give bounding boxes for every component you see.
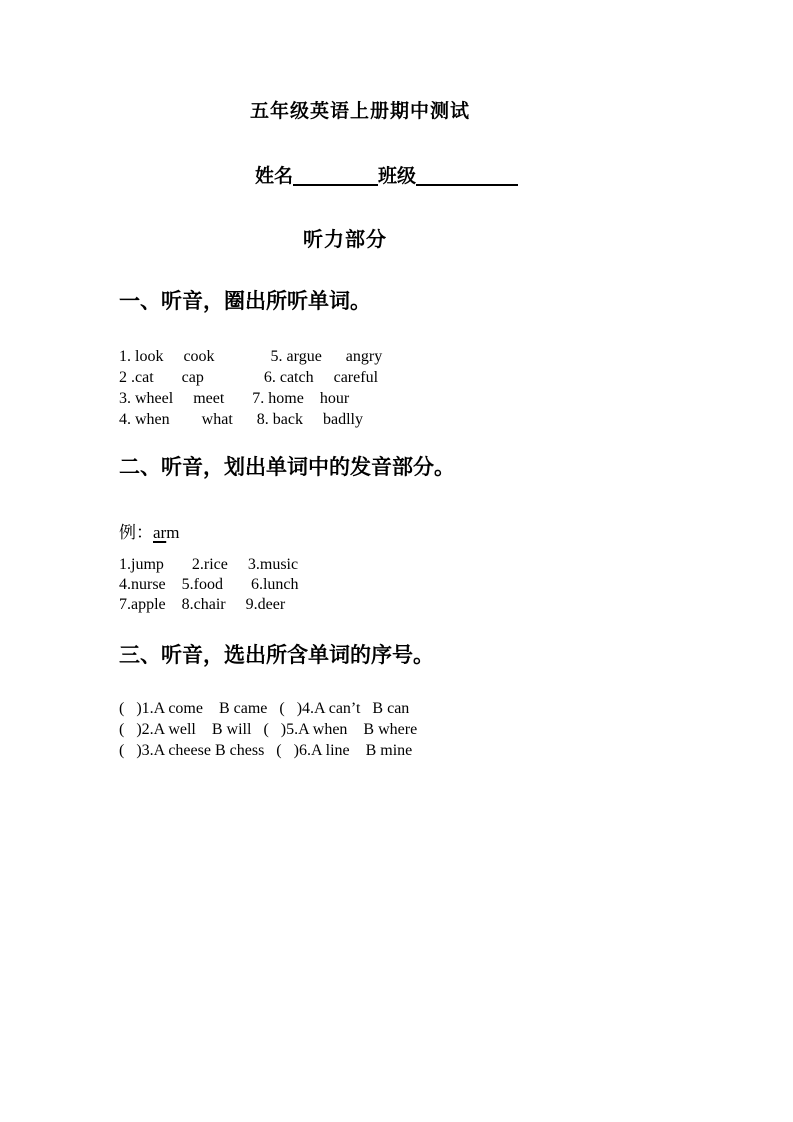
example-underlined-part: ar — [153, 523, 167, 542]
example-line — [119, 522, 179, 544]
choice-line-2: ( )2.A well B will ( )5.A when B where — [119, 721, 418, 738]
part2-heading: 二、听音，划出单词中的发音部分。 — [119, 456, 455, 479]
listening-section-title: 听力部分 — [303, 229, 387, 251]
page-title: 五年级英语上册期中测试 — [249, 101, 470, 122]
word-list-line-3: 3. wheel meet 7. home hour — [119, 390, 350, 407]
phonics-line-1: 1.jump 2.rice 3.music — [119, 556, 299, 573]
part3-choice-list — [119, 698, 417, 761]
class-blank-line — [416, 166, 518, 186]
word-list-line-2: 2 .cat cap 6. catch careful — [119, 369, 379, 386]
example-prefix: 例： — [119, 523, 153, 542]
word-list-line-4: 4. when what 8. back badlly — [119, 411, 363, 428]
choice-line-3: ( )3.A cheese B chess ( )6.A line B mine — [119, 742, 413, 759]
name-class-line — [255, 164, 518, 190]
part3-heading: 三、听音，选出所含单词的序号。 — [119, 644, 434, 667]
example-rest: m — [166, 523, 180, 542]
name-label: 姓名 — [255, 166, 294, 187]
name-blank-line — [293, 166, 378, 186]
phonics-line-2: 4.nurse 5.food 6.lunch — [119, 576, 299, 593]
part2-word-list — [119, 555, 299, 615]
class-label: 班级 — [378, 166, 417, 187]
part1-word-list — [119, 346, 382, 430]
part1-heading: 一、听音，圈出所听单词。 — [119, 290, 371, 313]
word-list-line-1: 1. look cook 5. argue angry — [119, 348, 383, 365]
choice-line-1: ( )1.A come B came ( )4.A can’t B can — [119, 700, 410, 717]
phonics-line-3: 7.apple 8.chair 9.deer — [119, 596, 286, 613]
